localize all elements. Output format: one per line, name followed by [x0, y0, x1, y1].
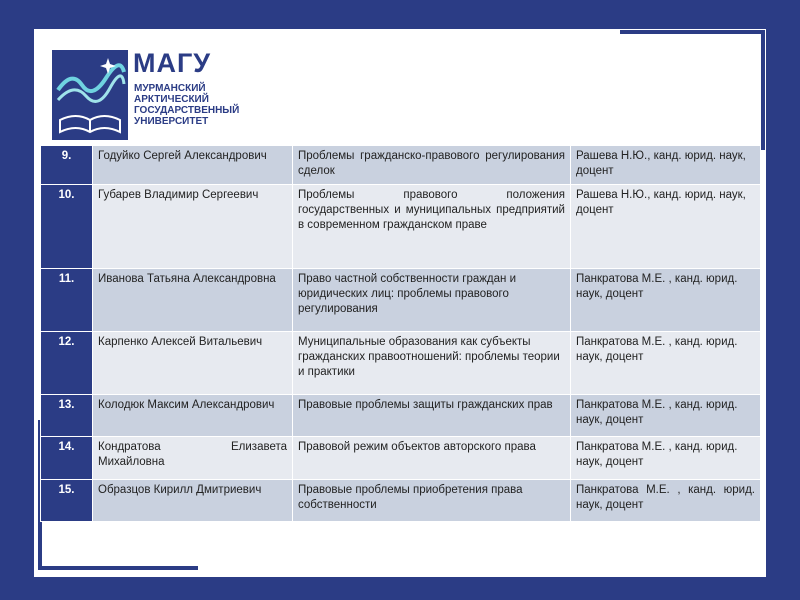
- supervisor: Рашева Н.Ю., канд. юрид. наук, доцент: [571, 146, 761, 185]
- student-name: Иванова Татьяна Александровна: [93, 269, 293, 332]
- supervisor: Панкратова М.Е. , канд. юрид. наук, доцент: [571, 437, 761, 480]
- frame-top-right: [620, 30, 765, 34]
- thesis-topic: Муниципальные образования как субъекты гражданских правоотношений: проблемы теории и практики: [293, 332, 571, 395]
- table-row: [41, 332, 761, 395]
- supervisor: Рашева Н.Ю., канд. юрид. наук, доцент: [571, 185, 761, 269]
- table-row: [41, 395, 761, 437]
- row-number: 9.: [41, 146, 93, 185]
- student-name: Годуйко Сергей Александрович: [93, 146, 293, 185]
- table-row: [41, 185, 761, 269]
- university-logo: [52, 50, 252, 140]
- logo-subtitle-line: УНИВЕРСИТЕТ: [134, 116, 209, 127]
- logo-subtitle-line: АРКТИЧЕСКИЙ: [134, 94, 209, 105]
- thesis-topic: Проблемы правового положения государственных и муниципальных предприятий в современном гражданском праве: [293, 185, 571, 269]
- table-row: [41, 437, 761, 480]
- row-number: 11.: [41, 269, 93, 332]
- university-emblem-icon: [52, 50, 128, 140]
- row-number: 10.: [41, 185, 93, 269]
- thesis-topic: Проблемы гражданско-правового регулирования сделок: [293, 146, 571, 185]
- frame-right: [761, 30, 765, 150]
- supervisor: Панкратова М.Е. , канд. юрид. наук, доцент: [571, 480, 761, 522]
- supervisor: Панкратова М.Е. , канд. юрид. наук, доцент: [571, 332, 761, 395]
- thesis-topic: Право частной собственности граждан и юридических лиц: проблемы правового регулирования: [293, 269, 571, 332]
- logo-subtitle-line: МУРМАНСКИЙ: [134, 83, 206, 94]
- student-name: Губарев Владимир Сергеевич: [93, 185, 293, 269]
- row-number: 13.: [41, 395, 93, 437]
- student-name: Карпенко Алексей Витальевич: [93, 332, 293, 395]
- supervisor: Панкратова М.Е. , канд. юрид. наук, доцент: [571, 395, 761, 437]
- row-number: 14.: [41, 437, 93, 480]
- student-name: Образцов Кирилл Дмитриевич: [93, 480, 293, 522]
- student-name: Кондратова Елизавета Михайловна: [93, 437, 293, 480]
- logo-subtitle-line: ГОСУДАРСТВЕННЫЙ: [134, 105, 240, 116]
- frame-bottom-left: [38, 566, 198, 570]
- thesis-topic: Правовые проблемы приобретения права собственности: [293, 480, 571, 522]
- student-name: Колодюк Максим Александрович: [93, 395, 293, 437]
- supervisor: Панкратова М.Е. , канд. юрид. наук, доцент: [571, 269, 761, 332]
- logo-title: МАГУ: [133, 48, 212, 78]
- thesis-topic: Правовой режим объектов авторского права: [293, 437, 571, 480]
- thesis-topics-table: [40, 145, 761, 522]
- table-row: [41, 480, 761, 522]
- table-row: [41, 146, 761, 185]
- row-number: 12.: [41, 332, 93, 395]
- row-number: 15.: [41, 480, 93, 522]
- logo-subtitle: [134, 83, 254, 127]
- thesis-topic: Правовые проблемы защиты гражданских прав: [293, 395, 571, 437]
- table-row: [41, 269, 761, 332]
